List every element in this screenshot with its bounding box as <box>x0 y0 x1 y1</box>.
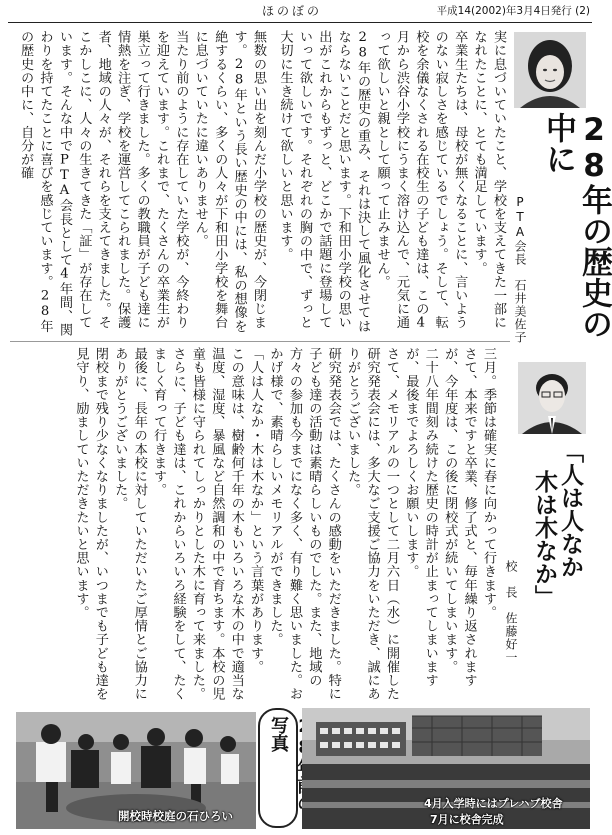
article1-body-left <box>10 30 268 338</box>
paragraph: 二十八年間刻み続けた歴史の時計が止まってしまいますが、最後までよろしくお願いします。 <box>403 347 438 687</box>
article2-title-line1: 「人は人なか <box>557 440 583 578</box>
page-header <box>0 0 600 26</box>
paragraph: 卒業生たちは、母校が無くなることに、言いようのない寂しさを感じているでしょう。そして、転校を余儀なくされる在校生の子ども達は、この4月から渋谷小学校にうまく溶け込んで、元気に通って欲しいと親として願って止みません。 <box>374 30 468 331</box>
paragraph: この意味は、樹齢何千年の木もいろいろな木の中で適当な温度、湿度、暴風など自然調和の中で育ちます。本校の児童も皆様に守られてしっかりとした木に育って来ました。さらに、子ども達は、これからいろいろ経験をして、たくましく育って行きます。 <box>151 347 244 701</box>
article2-byline: 校 長 佐藤好一 <box>504 560 518 664</box>
paragraph: かげ様で、素晴らしいメモリアルができました。 <box>267 347 283 647</box>
right-photo-caption-line1: 4月入学時にはプレハブ校舎 <box>424 797 563 810</box>
paragraph: さて、メモリアルの一つとして二月六日（水）に開催した研究発表会には、多大なご支援ご協力をいただき、誠にありがとうございました。 <box>345 347 399 701</box>
article1-byline: PTA会長 石井美佐子 <box>513 195 527 344</box>
right-photo-caption-line2: 7月に校舎完成 <box>430 813 504 826</box>
paragraph: 閉校まで残り少なくなりましたが、いつまでも子ども達を見守り、励ましていただきたいと思います。 <box>73 347 108 701</box>
article1-body-top <box>272 30 508 338</box>
paragraph: 無数の思い出を刻んだ小学校の歴史が、今閉じます。28年という長い歴史の中には、私の想像を絶するくらい、多くの人々が下和田小学校を舞台に息づいていたに違いありません。 <box>192 30 266 333</box>
issue-date: 平成14(2002)年3月4日発行 (2) <box>436 5 590 17</box>
paragraph: 28年の歴史の重み、それは決して風化させてはならないことだと思います。下和田小学校の思い出がこれからもずっと、どこかで話題に登場していって欲しいです。それぞれの胸の中で、ずっと大切に生き続けて欲しいと思います。 <box>277 30 371 333</box>
section-divider <box>10 341 510 342</box>
paragraph: 最後に、長年の本校に対していただいたご厚情とご協力にありがとうございました。 <box>112 347 147 701</box>
principal-photo <box>518 362 586 434</box>
left-photo-caption: 開校時校庭の石ひろい <box>118 809 233 823</box>
photo-section-label-text: 写真 <box>268 716 289 752</box>
paragraph: さて、本来ですと卒業、修了式と、毎年繰り返されますが、今年度は、この後に閉校式が続いてしまいます。 <box>442 347 477 687</box>
article2-body <box>10 347 498 701</box>
article2-title-line2: 木は木なか」 <box>531 470 557 608</box>
paragraph: 三月。季節は確実に春に向かって行きます。 <box>481 347 496 619</box>
header-rule <box>8 22 592 23</box>
paragraph: 当たり前のように存在していた学校が、今終わりを迎えています。これまで、たくさんの卒業生が巣立って行きました。多くの教職員が子ども達に情熱を注ぎ、学校を運営してこられました。保護者、地域の人々が、それらを支えてきました。そこかしこに、人々の生きてきた「証」が存在しています。そんな中でPTA会長として4年間、関わりを持てたことに喜びを感じています。28年の歴史の中に、自分が確 <box>18 30 189 337</box>
article1-title: 28年の歴史の中に <box>540 112 612 339</box>
paragraph: 実に息づいていたこと、学校を支えてきた一部になれたことに、とても満足しています。 <box>471 30 506 330</box>
paragraph: 「人は人なか・木は木なか」という言葉があります。 <box>248 347 264 674</box>
pta-president-photo <box>514 32 586 108</box>
photo-section-label <box>258 708 298 828</box>
newsletter-title: ほのぼの <box>262 4 323 18</box>
paragraph: 研究発表会では、たくさんの感動をいただきました。特に子ども達の活動は素晴らしいものでした。また、地域の方々の参加も今までになく多く、有り難く思いました。お <box>286 347 341 701</box>
